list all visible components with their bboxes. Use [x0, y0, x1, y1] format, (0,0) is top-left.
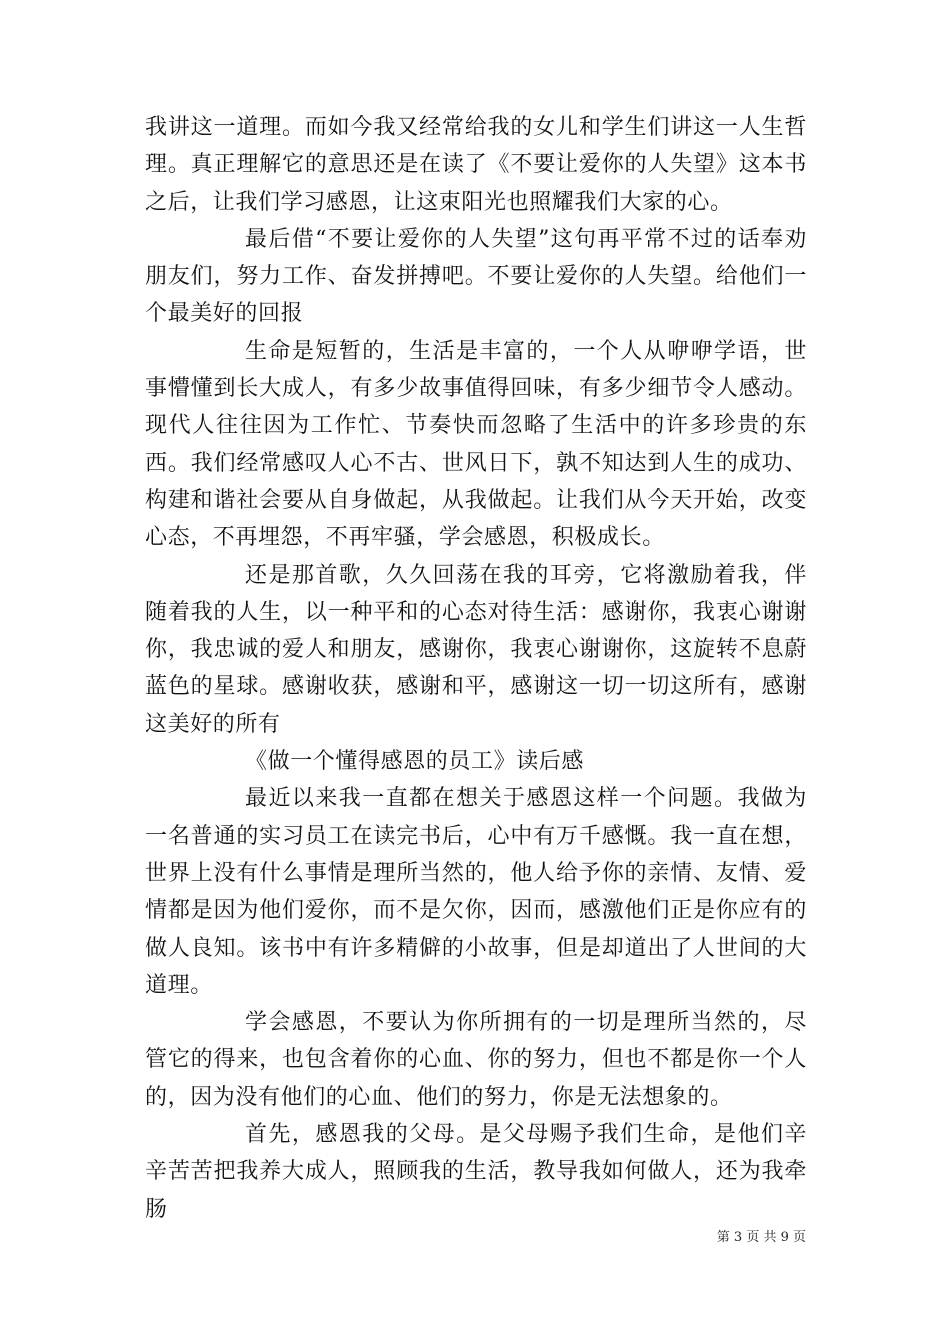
paragraph-intro-gratitude: 最近以来我一直都在想关于感恩这样一个问题。我做为一名普通的实习员工在读完书后，心中有万千感慨。我一直在想，世界上没有什么事情是理所当然的，他人给予你的亲情、友情、爱情都是因为他们爱你，而不是欠你，因而，感激他们正是你应有的做人良知。该书中有许多精僻的小故事，但是却道出了人世间的大道理。 — [145, 786, 807, 998]
paragraph-closing-advice: 最后借“不要让爱你的人失望”这句再平常不过的话奉劝朋友们，努力工作、奋发拼搏吧。不要让爱你的人失望。给他们一个最美好的回报 — [145, 226, 807, 327]
paragraph-continuation: 我讲这一道理。而如今我又经常给我的女儿和学生们讲这一人生哲理。真正理解它的意思还是在读了《不要让爱你的人失望》这本书之后，让我们学习感恩，让这束阳光也照耀我们大家的心。 — [145, 115, 807, 215]
paragraph-learn-gratitude: 学会感恩，不要认为你所拥有的一切是理所当然的，尽管它的得来，也包含着你的心血、你的努力，但也不都是你一个人的，因为没有他们的心血、他们的努力，你是无法想象的。 — [145, 1010, 807, 1110]
page-number-footer: 第 3 页 共 9 页 — [716, 1230, 806, 1245]
document-body — [145, 109, 807, 1228]
paragraph-thank-parents: 首先，感恩我的父母。是父母赐予我们生命，是他们辛辛苦苦把我养大成人，照顾我的生活，教导我如何做人，还为我牵肠 — [145, 1122, 807, 1222]
paragraph-song-gratitude: 还是那首歌，久久回荡在我的耳旁，它将激励着我，伴随着我的人生，以一种平和的心态对待生活：感谢你，我衷心谢谢你，我忠诚的爱人和朋友，感谢你，我衷心谢谢你，这旋转不息蔚蓝色的星球。感谢收获，感谢和平，感谢这一切一切这所有，感谢这美好的所有 — [145, 562, 807, 737]
paragraph-life-reflection: 生命是短暂的，生活是丰富的，一个人从咿咿学语，世事懵懂到长大成人，有多少故事值得回味，有多少细节令人感动。现代人往往因为工作忙、节奏快而忽略了生活中的许多珍贵的东西。我们经常感叹人心不古、世风日下，孰不知达到人生的成功、构建和谐社会要从自身做起，从我做起。让我们从今天开始，改变心态，不再埋怨，不再牢骚，学会感恩，积极成长。 — [145, 338, 807, 551]
section-heading: 《做一个懂得感恩的员工》读后感 — [245, 749, 585, 775]
